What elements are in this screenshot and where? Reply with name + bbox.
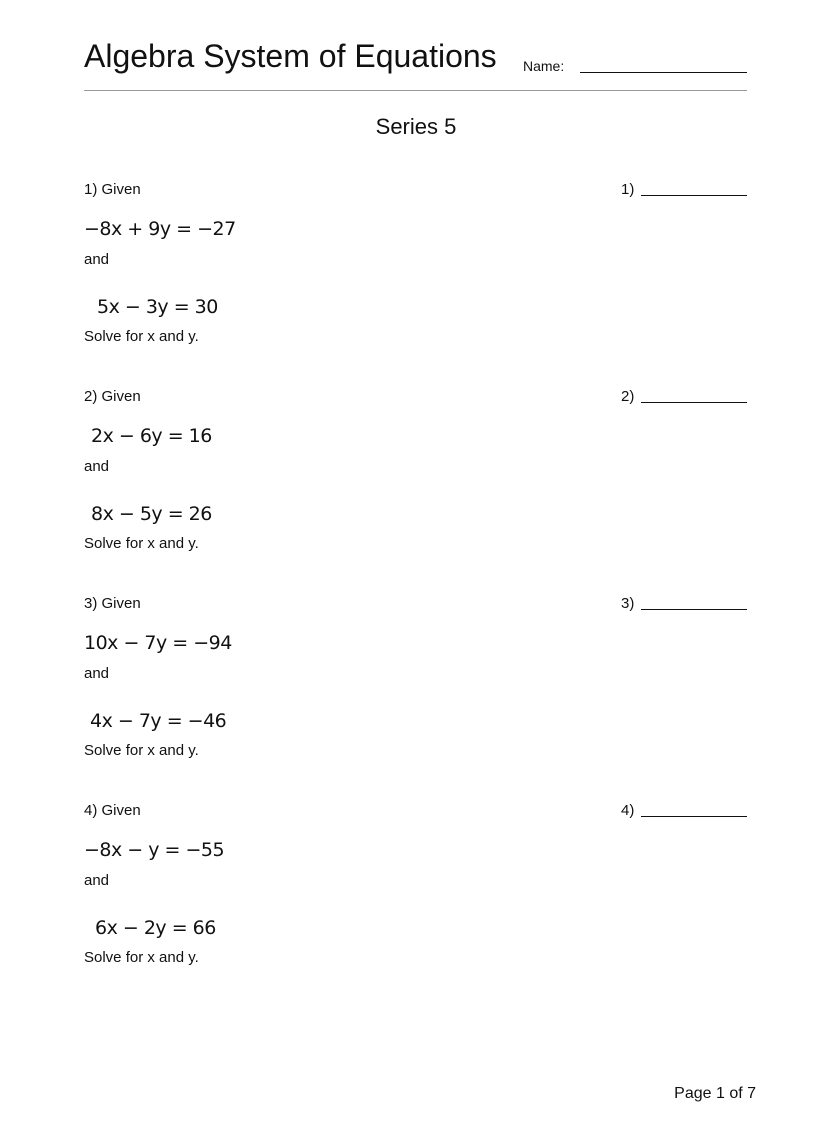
answer-label: 1) xyxy=(621,181,635,198)
and-text: and xyxy=(84,665,110,682)
problem-1 xyxy=(84,181,747,381)
answer-field xyxy=(621,388,747,408)
answer-label: 2) xyxy=(621,388,635,405)
answer-field xyxy=(621,181,747,201)
problem-2 xyxy=(84,388,747,588)
equation-1: 10x − 7y = −94 xyxy=(84,632,232,654)
equation-2: 8x − 5y = 26 xyxy=(91,503,212,525)
name-blank-line xyxy=(580,72,747,73)
instruction-text: Solve for x and y. xyxy=(84,949,199,966)
worksheet-header xyxy=(84,34,747,91)
instruction-text: Solve for x and y. xyxy=(84,742,199,759)
problem-label: 3) Given xyxy=(84,595,141,612)
answer-field xyxy=(621,595,747,615)
equation-2: 4x − 7y = −46 xyxy=(90,710,227,732)
answer-label: 4) xyxy=(621,802,635,819)
answer-blank-line xyxy=(641,402,747,403)
answer-label: 3) xyxy=(621,595,635,612)
page-number: Page 1 of 7 xyxy=(674,1085,756,1102)
name-field xyxy=(523,56,747,76)
series-heading: Series 5 xyxy=(375,114,457,139)
answer-field xyxy=(621,802,747,822)
instruction-text: Solve for x and y. xyxy=(84,535,199,552)
instruction-text: Solve for x and y. xyxy=(84,328,199,345)
problem-4 xyxy=(84,802,747,1002)
equation-1: 2x − 6y = 16 xyxy=(91,425,212,447)
equation-2: 6x − 2y = 66 xyxy=(95,917,216,939)
problem-3 xyxy=(84,595,747,795)
answer-blank-line xyxy=(641,609,747,610)
answer-blank-line xyxy=(641,195,747,196)
problem-label: 4) Given xyxy=(84,802,141,819)
equation-1: −8x + 9y = −27 xyxy=(84,218,236,240)
answer-blank-line xyxy=(641,816,747,817)
problem-label: 1) Given xyxy=(84,181,141,198)
and-text: and xyxy=(84,872,110,889)
name-label: Name: xyxy=(523,58,565,74)
equation-2: 5x − 3y = 30 xyxy=(97,296,218,318)
equation-1: −8x − y = −55 xyxy=(84,839,225,861)
problem-label: 2) Given xyxy=(84,388,141,405)
worksheet-title: Algebra System of Equations xyxy=(84,38,497,74)
and-text: and xyxy=(84,251,110,268)
and-text: and xyxy=(84,458,110,475)
